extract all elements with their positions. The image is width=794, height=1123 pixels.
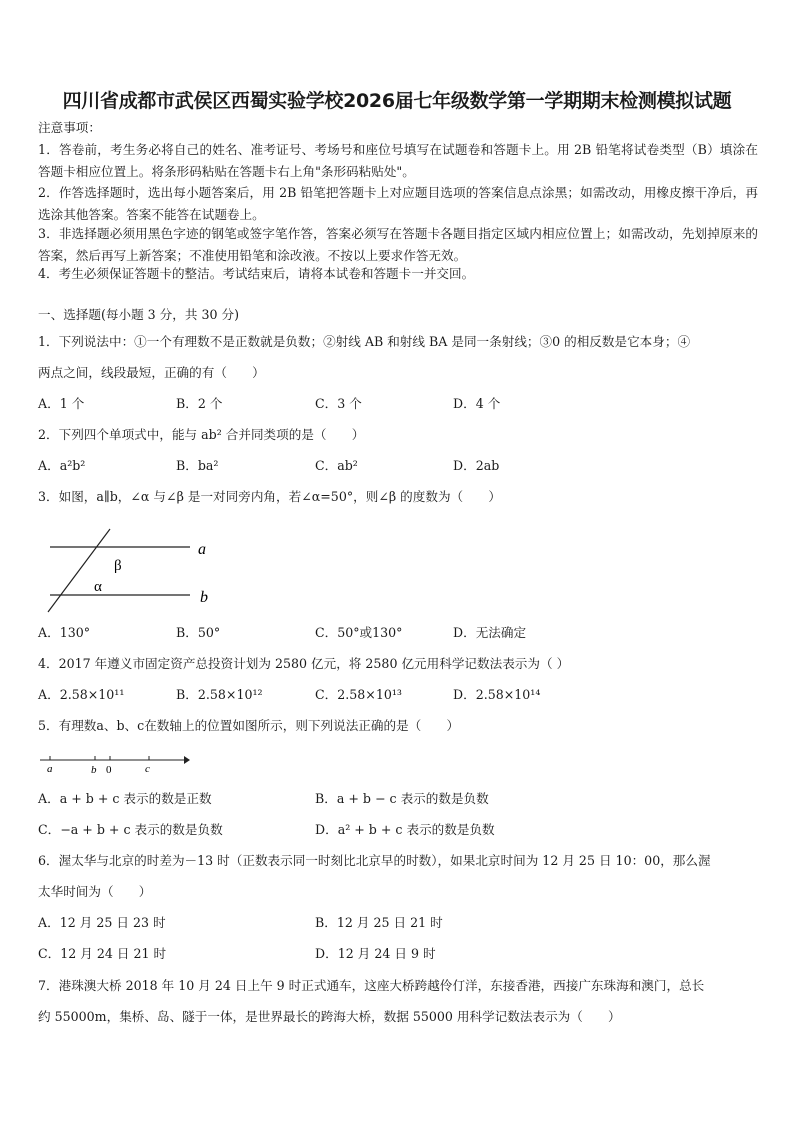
q5-numberline [38,752,198,778]
q5-option-c: C．−a + b + c 表示的数是负数 [38,822,223,837]
q3-option-a: A．130° [38,625,91,640]
angle-alpha-label: α [94,579,102,595]
q4-option-c: C．2.58×10¹³ [315,687,402,702]
q6-option-c: C．12 月 24 日 21 时 [38,946,167,961]
notice-item-3: 3．非选择题必须用黑色字迹的钢笔或签字笔作答，答案必须写在答题卡各题目指定区域内相应位置上；如需改动，先划掉原来的答案，然后再写上新答案；不准使用铅笔和涂改液。不按以上要求作答无效。 [38,226,758,263]
notice-heading: 注意事项： [38,120,101,135]
notice-item-1: 1．答卷前，考生务必将自己的姓名、准考证号、考场号和座位号填写在试题卷和答题卡上。用 2B 铅笔将试卷类型（B）填涂在答题卡相应位置上。将条形码粘贴在答题卡右上角"条形码粘贴处"。 [38,142,758,179]
q7-stem-line2: 约 55000m，集桥、岛、隧于一体，是世界最长的跨海大桥，数据 55000 用科学记数法表示为（ ） [38,1009,621,1024]
line-a-label: a [198,541,206,558]
transversal [48,529,110,612]
label-b: b [91,764,97,776]
q6-option-d: D．12 月 24 日 9 时 [315,946,436,961]
q1-stem-line1: 1．下列说法中：①一个有理数不是正数就是负数；②射线 AB 和射线 BA 是同一条射线；③0 的相反数是它本身；④ [38,334,691,349]
q3-option-c: C．50°或130° [315,625,403,640]
q1-option-c: C．3 个 [315,396,362,411]
q6-option-b: B．12 月 25 日 21 时 [315,915,443,930]
q2-stem: 2．下列四个单项式中，能与 ab² 合并同类项的是（ ） [38,427,365,442]
q2-option-b: B．ba² [176,458,219,473]
angle-beta-label: β [114,558,122,574]
notice-item-2: 2．作答选择题时，选出每小题答案后，用 2B 铅笔把答题卡上对应题目选项的答案信息点涂黑；如需改动，用橡皮擦干净后，再选涂其他答案。答案不能答在试题卷上。 [38,185,758,222]
q4-option-a: A．2.58×10¹¹ [38,687,125,702]
q2-option-a: A．a²b² [38,458,86,473]
q1-option-a: A．1 个 [38,396,85,411]
q4-stem: 4．2017 年遵义市固定资产总投资计划为 2580 亿元，将 2580 亿元用科学记数法表示为（ ） [38,656,570,671]
label-c: c [145,763,150,775]
q7-stem-line1: 7．港珠澳大桥 2018 年 10 月 24 日上午 9 时正式通车，这座大桥跨越伶仃洋，东接香港，西接广东珠海和澳门，总长 [38,978,705,993]
q3-figure [40,526,230,616]
q1-option-b: B．2 个 [176,396,223,411]
line-b-label: b [200,589,208,606]
label-a: a [47,763,53,775]
q6-stem-line2: 太华时间为（ ） [38,884,152,899]
page-title: 四川省成都市武侯区西蜀实验学校2026届七年级数学第一学期期末检测模拟试题 [62,90,732,112]
q5-option-a: A．a + b + c 表示的数是正数 [38,791,212,806]
axis-arrow [184,756,190,764]
q6-stem-line1: 6．渥太华与北京的时差为－13 时（正数表示同一时刻比北京早的时数），如果北京时间为 12 月 25 日 10：00，那么渥 [38,853,711,868]
notice-item-4: 4．考生必须保证答题卡的整洁。考试结束后，请将本试卷和答题卡一并交回。 [38,266,475,281]
q5-option-b: B．a + b − c 表示的数是负数 [315,791,489,806]
q4-option-d: D．2.58×10¹⁴ [453,687,541,702]
q3-option-d: D．无法确定 [453,625,527,640]
q3-option-b: B．50° [176,625,221,640]
q5-option-d: D．a² + b + c 表示的数是负数 [315,822,495,837]
q5-stem: 5．有理数a、b、c在数轴上的位置如图所示，则下列说法正确的是（ ） [38,718,460,733]
q1-option-d: D．4 个 [453,396,501,411]
q1-stem-line2: 两点之间，线段最短，正确的有（ ） [38,365,265,380]
q2-option-c: C．ab² [315,458,358,473]
label-0: 0 [106,764,112,776]
q2-option-d: D．2ab [453,458,500,473]
q4-option-b: B．2.58×10¹² [176,687,263,702]
q6-option-a: A．12 月 25 日 23 时 [38,915,166,930]
q3-stem: 3．如图，a∥b，∠α 与∠β 是一对同旁内角，若∠α=50°，则∠β 的度数为（ ） [38,489,501,504]
section-heading: 一、选择题(每小题 3 分，共 30 分) [38,307,240,322]
